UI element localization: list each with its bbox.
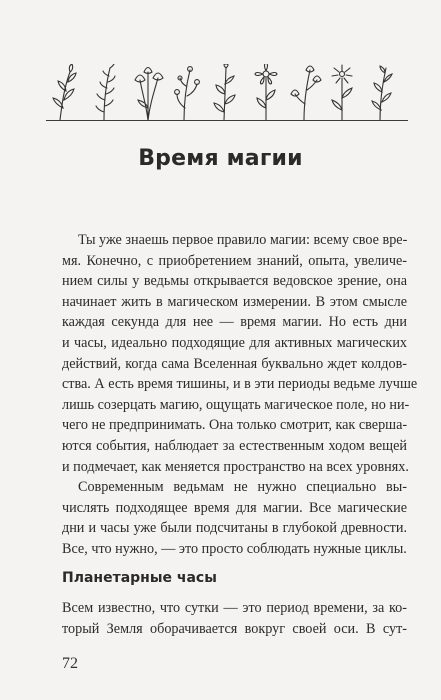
text-line: Современным ведьмам не нужно специально вы-	[78, 479, 407, 496]
text-line: Все, что нужно, — это просто соблюдать нужные циклы.	[62, 540, 407, 557]
section-body-text	[62, 598, 407, 639]
plant-icon	[96, 64, 115, 120]
text-line: и часы, идеально подходящие для активных магических	[62, 334, 407, 351]
plant-icon	[214, 64, 235, 120]
plant-icon	[175, 67, 200, 120]
text-line: чего не предпринимать. Она только смотрит, как сверша-	[62, 417, 408, 434]
text-line: мя. Конечно, с приобретением знаний, опыта, увеличе-	[62, 252, 407, 269]
paragraph	[62, 230, 418, 477]
text-line: каждая секунда для нее — время магии. Но есть дни	[62, 314, 407, 331]
plant-icon	[291, 66, 321, 120]
plant-icon	[53, 64, 76, 120]
plant-icon	[255, 64, 277, 120]
plant-icon	[332, 65, 352, 120]
chapter-title: Время магии	[138, 146, 303, 171]
text-line: начинает жить в магическом измерении. В этом смысле	[62, 293, 407, 310]
header-divider-line	[46, 120, 408, 121]
text-line: числять подходящее время для магии. Все магические	[62, 499, 407, 516]
text-line: ются события, наблюдает за естественным ходом вещей	[62, 437, 407, 454]
paragraph	[62, 477, 407, 559]
text-line: дни и часы уже были подсчитаны в глубокой древности.	[62, 520, 407, 537]
plant-icon	[135, 68, 163, 121]
text-line: торый Земля оборачивается вокруг своей оси. В сут-	[62, 620, 407, 637]
page-number: 72	[62, 655, 78, 672]
text-line: Ты уже знаешь первое правило магии: всему свое вре-	[78, 232, 408, 248]
plant-icon	[372, 66, 392, 120]
floral-ornament-illustration	[46, 64, 408, 120]
text-line: ства. А есть время тишины, и в эти периоды ведьме лучше	[62, 376, 418, 393]
body-text	[62, 230, 418, 560]
text-line: действий, когда сама Вселенная буквально ждет колдов-	[62, 355, 407, 372]
text-line: лишь созерцать магию, ощущать магическое поле, но ни-	[62, 396, 410, 413]
text-line: и подмечает, как меняется пространство на всех уровнях.	[62, 458, 409, 475]
section-heading: Планетарные часы	[62, 570, 217, 586]
text-line: Всем известно, что сутки — это период времени, за ко-	[62, 600, 407, 616]
text-line: нием силы у ведьмы открывается ведовское зрение, она	[62, 273, 407, 290]
